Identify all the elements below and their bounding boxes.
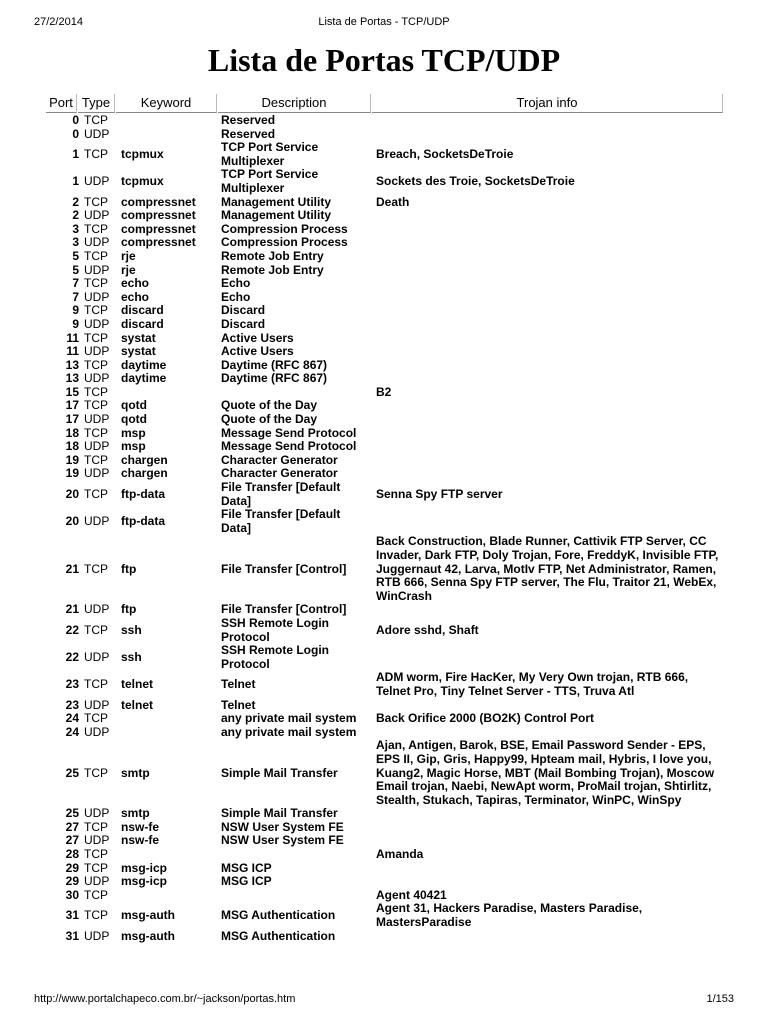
table-row xyxy=(46,427,724,441)
type-cell: TCP xyxy=(84,622,108,637)
keyword-cell xyxy=(118,848,218,862)
port-cell: 2 xyxy=(72,208,79,223)
column-header-keyword: Keyword xyxy=(116,94,217,113)
type-cell: UDP xyxy=(84,724,110,739)
port-cell: 13 xyxy=(65,357,79,372)
keyword-cell: msg-auth xyxy=(121,908,175,923)
column-header-type: Type xyxy=(78,94,115,113)
description-cell: Discard xyxy=(221,303,266,318)
table-row xyxy=(46,889,724,903)
description-cell: NSW User System FE xyxy=(221,819,344,834)
keyword-cell: compressnet xyxy=(121,194,196,209)
trojan-info-cell xyxy=(374,209,724,223)
table-row xyxy=(46,535,724,603)
type-cell: UDP xyxy=(84,371,110,386)
port-cell: 23 xyxy=(65,697,79,712)
trojan-info-cell: Back Orifice 2000 (BO2K) Control Port xyxy=(376,711,595,726)
type-cell: UDP xyxy=(84,833,110,848)
table-row xyxy=(46,141,724,168)
type-cell: TCP xyxy=(84,486,108,501)
keyword-cell xyxy=(118,712,218,726)
type-cell: TCP xyxy=(84,819,108,834)
type-cell: UDP xyxy=(84,697,110,712)
port-cell: 20 xyxy=(65,514,79,529)
trojan-info-cell xyxy=(374,508,724,535)
print-title: Lista de Portas - TCP/UDP xyxy=(318,16,450,28)
trojan-info-cell xyxy=(374,264,724,278)
description-cell: Remote Job Entry xyxy=(221,262,324,277)
trojan-info-cell xyxy=(374,318,724,332)
port-cell: 11 xyxy=(66,330,79,345)
type-cell: TCP xyxy=(84,561,108,576)
trojan-info-cell: Agent 40421 xyxy=(376,887,447,902)
type-cell: UDP xyxy=(84,289,110,304)
type-cell: TCP xyxy=(84,908,108,923)
description-cell: MSG ICP xyxy=(221,874,272,889)
port-cell: 25 xyxy=(65,806,79,821)
description-cell: Active Users xyxy=(221,330,294,345)
table-row xyxy=(46,834,724,848)
keyword-cell: compressnet xyxy=(121,221,196,236)
trojan-info-cell: Agent 31, Hackers Paradise, Masters Paradise, MastersParadise xyxy=(376,901,643,930)
description-cell: File Transfer [Control] xyxy=(221,602,347,617)
port-cell: 23 xyxy=(65,677,79,692)
keyword-cell: ftp xyxy=(121,561,137,576)
trojan-info-cell xyxy=(374,427,724,441)
trojan-info-cell xyxy=(374,821,724,835)
description-cell: Character Generator xyxy=(221,452,338,467)
description-cell xyxy=(218,889,374,903)
trojan-info-cell xyxy=(374,807,724,821)
type-cell: UDP xyxy=(84,235,110,250)
table-row xyxy=(46,223,724,237)
trojan-info-cell: ADM worm, Fire HacKer, My Very Own trojan, RTB 666, Telnet Pro, Tiny Telnet Server - TTS, Truva Atl xyxy=(376,670,689,698)
trojan-info-cell xyxy=(374,332,724,346)
keyword-cell: ftp xyxy=(121,602,137,617)
table-row xyxy=(46,902,724,929)
table-row xyxy=(46,699,724,713)
type-cell: TCP xyxy=(84,847,108,862)
table-row xyxy=(46,332,724,346)
port-cell: 3 xyxy=(72,235,79,250)
trojan-info-cell xyxy=(374,399,724,413)
trojan-info-cell xyxy=(374,699,724,713)
type-cell: TCP xyxy=(84,357,108,372)
trojan-info-cell xyxy=(374,372,724,386)
port-cell: 27 xyxy=(65,833,79,848)
port-cell: 0 xyxy=(72,113,79,127)
description-cell: Message Send Protocol xyxy=(221,439,357,454)
trojan-info-cell: Sockets des Troie, SocketsDeTroie xyxy=(376,174,575,189)
type-cell: UDP xyxy=(84,412,110,427)
type-cell: TCP xyxy=(84,765,108,780)
description-cell: Discard xyxy=(221,316,266,331)
table-row xyxy=(46,644,724,671)
table-row xyxy=(46,481,724,508)
description-cell: MSG Authentication xyxy=(221,928,336,943)
port-cell: 9 xyxy=(72,316,79,331)
description-cell: Character Generator xyxy=(221,466,338,481)
keyword-cell: telnet xyxy=(121,697,154,712)
table-row xyxy=(46,209,724,223)
keyword-cell: msg-icp xyxy=(121,874,168,889)
port-cell: 7 xyxy=(72,276,79,291)
trojan-info-cell xyxy=(374,304,724,318)
type-cell: UDP xyxy=(84,466,110,481)
description-cell: Telnet xyxy=(221,697,256,712)
keyword-cell: smtp xyxy=(121,765,150,780)
type-cell: TCP xyxy=(84,330,108,345)
keyword-cell: discard xyxy=(121,316,164,331)
description-cell: Daytime (RFC 867) xyxy=(221,371,328,386)
page-number: 1/153 xyxy=(706,993,734,1005)
table-row xyxy=(46,372,724,386)
trojan-info-cell: Senna Spy FTP server xyxy=(376,486,503,501)
type-cell: TCP xyxy=(84,398,108,413)
port-cell: 13 xyxy=(65,371,79,386)
type-cell: UDP xyxy=(84,874,110,889)
type-cell: UDP xyxy=(84,208,110,223)
keyword-cell: compressnet xyxy=(121,208,196,223)
port-cell: 19 xyxy=(65,466,79,481)
type-cell: TCP xyxy=(84,677,108,692)
port-cell: 21 xyxy=(65,602,79,617)
description-cell: Management Utility xyxy=(221,208,332,223)
port-cell: 18 xyxy=(65,439,79,454)
keyword-cell xyxy=(118,889,218,903)
ports-table-body xyxy=(46,114,724,943)
type-cell: UDP xyxy=(84,439,110,454)
description-cell: SSH Remote Login Protocol xyxy=(221,643,330,671)
port-cell: 22 xyxy=(65,622,79,637)
description-cell: Telnet xyxy=(221,677,256,692)
keyword-cell: systat xyxy=(121,344,156,359)
type-cell: UDP xyxy=(84,344,110,359)
table-row xyxy=(46,128,724,142)
table-row xyxy=(46,386,724,400)
description-cell: Simple Mail Transfer xyxy=(221,765,338,780)
table-row xyxy=(46,168,724,195)
table-row xyxy=(46,114,724,128)
trojan-info-cell xyxy=(374,467,724,481)
trojan-info-cell: Ajan, Antigen, Barok, BSE, Email Password Sender - EPS, EPS II, Gip, Gris, Happy99, Hpteam mail, Hybris, I love you, Kuang2, Magic Horse, MBT (Mail Bombing Trojan), Moscow Email trojan, Naebi, NewApt worm, ProMail trojan, Shtirlitz, Stealth, Stukach, Tapiras, Terminator, WinPC, WinSpy xyxy=(376,738,715,807)
type-cell: TCP xyxy=(84,425,108,440)
type-cell: UDP xyxy=(84,262,110,277)
keyword-cell: nsw-fe xyxy=(121,819,160,834)
trojan-info-cell xyxy=(374,862,724,876)
keyword-cell: rje xyxy=(121,262,136,277)
source-url: http://www.portalchapeco.com.br/~jackson/portas.htm xyxy=(34,993,296,1005)
type-cell: UDP xyxy=(84,928,110,943)
table-row xyxy=(46,671,724,698)
table-row xyxy=(46,318,724,332)
table-row xyxy=(46,413,724,427)
port-cell: 22 xyxy=(65,649,79,664)
table-row xyxy=(46,875,724,889)
port-cell: 25 xyxy=(65,765,79,780)
type-cell: UDP xyxy=(84,649,110,664)
description-cell xyxy=(218,848,374,862)
port-cell: 28 xyxy=(65,847,79,862)
table-row xyxy=(46,848,724,862)
description-cell: Compression Process xyxy=(221,235,348,250)
table-row xyxy=(46,304,724,318)
keyword-cell: ftp-data xyxy=(121,514,165,529)
type-cell: TCP xyxy=(84,113,108,127)
keyword-cell xyxy=(118,128,218,142)
port-cell: 17 xyxy=(65,398,79,413)
table-row xyxy=(46,508,724,535)
trojan-info-cell xyxy=(374,603,724,617)
type-cell: TCP xyxy=(84,248,108,263)
keyword-cell: compressnet xyxy=(121,235,196,250)
trojan-info-cell xyxy=(374,440,724,454)
port-cell: 0 xyxy=(72,126,79,141)
description-cell: File Transfer [Default Data] xyxy=(221,480,341,508)
print-date: 27/2/2014 xyxy=(34,16,83,28)
trojan-info-cell xyxy=(374,345,724,359)
trojan-info-cell: B2 xyxy=(376,384,392,399)
description-cell: Compression Process xyxy=(221,221,348,236)
table-row xyxy=(46,440,724,454)
trojan-info-cell xyxy=(374,930,724,944)
table-row xyxy=(46,196,724,210)
port-cell: 31 xyxy=(65,908,79,923)
description-cell: NSW User System FE xyxy=(221,833,344,848)
description-cell: Simple Mail Transfer xyxy=(221,806,338,821)
keyword-cell: chargen xyxy=(121,466,168,481)
description-cell: Quote of the Day xyxy=(221,398,318,413)
keyword-cell: rje xyxy=(121,248,136,263)
type-cell: UDP xyxy=(84,174,110,189)
trojan-info-cell xyxy=(374,359,724,373)
port-cell: 5 xyxy=(72,262,79,277)
port-cell: 11 xyxy=(66,344,79,359)
table-row xyxy=(46,236,724,250)
table-row xyxy=(46,250,724,264)
port-cell: 19 xyxy=(65,452,79,467)
description-cell: File Transfer [Control] xyxy=(221,561,347,576)
keyword-cell: echo xyxy=(121,289,150,304)
keyword-cell: ftp-data xyxy=(121,486,165,501)
keyword-cell: msg-icp xyxy=(121,860,168,875)
table-row xyxy=(46,739,724,807)
trojan-info-cell xyxy=(374,291,724,305)
keyword-cell: echo xyxy=(121,276,150,291)
keyword-cell xyxy=(118,114,218,128)
type-cell: TCP xyxy=(84,711,108,726)
table-row xyxy=(46,712,724,726)
port-cell: 15 xyxy=(65,384,79,399)
table-row xyxy=(46,807,724,821)
description-cell: MSG ICP xyxy=(221,860,272,875)
trojan-info-cell: Death xyxy=(376,194,410,209)
description-cell: SSH Remote Login Protocol xyxy=(221,615,330,644)
column-header-description: Description xyxy=(218,94,371,113)
type-cell: UDP xyxy=(84,126,110,141)
keyword-cell: tcpmux xyxy=(121,174,164,189)
trojan-info-cell xyxy=(374,223,724,237)
keyword-cell: ssh xyxy=(121,649,142,664)
table-row xyxy=(46,359,724,373)
keyword-cell: ssh xyxy=(121,622,142,637)
table-row xyxy=(46,277,724,291)
port-cell: 5 xyxy=(72,248,79,263)
description-cell: any private mail system xyxy=(221,724,357,739)
trojan-info-cell: Breach, SocketsDeTroie xyxy=(376,146,514,161)
type-cell: UDP xyxy=(84,806,110,821)
port-cell: 3 xyxy=(72,221,79,236)
trojan-info-cell: Amanda xyxy=(376,847,424,862)
type-cell: UDP xyxy=(84,316,110,331)
keyword-cell: chargen xyxy=(121,452,168,467)
table-row xyxy=(46,467,724,481)
type-cell: UDP xyxy=(84,514,110,529)
table-row xyxy=(46,264,724,278)
type-cell: TCP xyxy=(84,146,108,161)
keyword-cell: qotd xyxy=(121,398,147,413)
description-cell: Active Users xyxy=(221,344,294,359)
port-cell: 31 xyxy=(65,928,79,943)
keyword-cell: telnet xyxy=(121,677,154,692)
description-cell: Echo xyxy=(221,276,251,291)
port-cell: 1 xyxy=(72,174,79,189)
page-title: Lista de Portas TCP/UDP xyxy=(207,42,561,78)
type-cell: TCP xyxy=(84,452,108,467)
print-header xyxy=(0,16,768,32)
type-cell: TCP xyxy=(84,384,108,399)
description-cell: Daytime (RFC 867) xyxy=(221,357,328,372)
ports-table xyxy=(46,114,724,943)
trojan-info-cell xyxy=(374,644,724,671)
description-cell: Reserved xyxy=(221,126,276,141)
table-row xyxy=(46,862,724,876)
trojan-info-cell xyxy=(374,834,724,848)
port-cell: 18 xyxy=(65,425,79,440)
description-cell: any private mail system xyxy=(221,711,357,726)
keyword-cell: smtp xyxy=(121,806,150,821)
port-cell: 27 xyxy=(65,819,79,834)
port-cell: 29 xyxy=(65,860,79,875)
trojan-info-cell xyxy=(374,726,724,740)
description-cell: Echo xyxy=(221,289,251,304)
keyword-cell: qotd xyxy=(121,412,147,427)
trojan-info-cell: Back Construction, Blade Runner, Cattivik FTP Server, CC Invader, Dark FTP, Doly Trojan, Fore, FreddyK, Invisible FTP, Juggernaut 42, Larva, MotIv FTP, Net Administrator, Ramen, RTB 666, Senna Spy FTP server, The Flu, Traitor 21, WebEx, WinCrash xyxy=(376,534,719,603)
port-cell: 24 xyxy=(65,724,79,739)
port-cell: 29 xyxy=(65,874,79,889)
trojan-info-cell xyxy=(374,114,724,128)
keyword-cell: discard xyxy=(121,303,164,318)
type-cell: TCP xyxy=(84,860,108,875)
table-row xyxy=(46,399,724,413)
keyword-cell: daytime xyxy=(121,357,167,372)
table-row xyxy=(46,617,724,644)
keyword-cell: nsw-fe xyxy=(121,833,160,848)
description-cell: Remote Job Entry xyxy=(221,248,324,263)
trojan-info-cell xyxy=(374,875,724,889)
column-header-port: Port xyxy=(46,94,77,113)
keyword-cell: msp xyxy=(121,439,146,454)
description-cell: Quote of the Day xyxy=(221,412,318,427)
port-cell: 24 xyxy=(65,711,79,726)
keyword-cell: systat xyxy=(121,330,156,345)
type-cell: UDP xyxy=(84,602,110,617)
port-cell: 2 xyxy=(72,194,79,209)
description-cell: Message Send Protocol xyxy=(221,425,357,440)
keyword-cell xyxy=(118,386,218,400)
trojan-info-cell xyxy=(374,413,724,427)
description-cell xyxy=(218,386,374,400)
port-cell: 1 xyxy=(72,146,79,161)
description-cell: TCP Port Service Multiplexer xyxy=(221,140,319,168)
description-cell: File Transfer [Default Data] xyxy=(221,507,341,535)
table-row xyxy=(46,603,724,617)
table-row xyxy=(46,726,724,740)
description-cell: Reserved xyxy=(221,113,276,127)
type-cell: TCP xyxy=(84,194,108,209)
description-cell: Management Utility xyxy=(221,194,332,209)
port-cell: 20 xyxy=(65,486,79,501)
table-row xyxy=(46,821,724,835)
trojan-info-cell xyxy=(374,236,724,250)
type-cell: TCP xyxy=(84,221,108,236)
trojan-info-cell xyxy=(374,277,724,291)
port-cell: 30 xyxy=(65,887,79,902)
table-row xyxy=(46,291,724,305)
column-header-trojan-info: Trojan info xyxy=(372,94,723,113)
description-cell: TCP Port Service Multiplexer xyxy=(221,167,319,195)
keyword-cell: msp xyxy=(121,425,146,440)
table-row xyxy=(46,930,724,944)
description-cell: MSG Authentication xyxy=(221,908,336,923)
table-row xyxy=(46,454,724,468)
port-cell: 9 xyxy=(72,303,79,318)
type-cell: TCP xyxy=(84,303,108,318)
trojan-info-cell xyxy=(374,250,724,264)
port-cell: 7 xyxy=(72,289,79,304)
keyword-cell: tcpmux xyxy=(121,146,164,161)
trojan-info-cell: Adore sshd, Shaft xyxy=(376,622,479,637)
port-cell: 17 xyxy=(65,412,79,427)
port-cell: 21 xyxy=(65,561,79,576)
trojan-info-cell xyxy=(374,128,724,142)
type-cell: TCP xyxy=(84,887,108,902)
table-row xyxy=(46,345,724,359)
trojan-info-cell xyxy=(374,454,724,468)
keyword-cell: msg-auth xyxy=(121,928,175,943)
type-cell: TCP xyxy=(84,276,108,291)
keyword-cell xyxy=(118,726,218,740)
keyword-cell: daytime xyxy=(121,371,167,386)
